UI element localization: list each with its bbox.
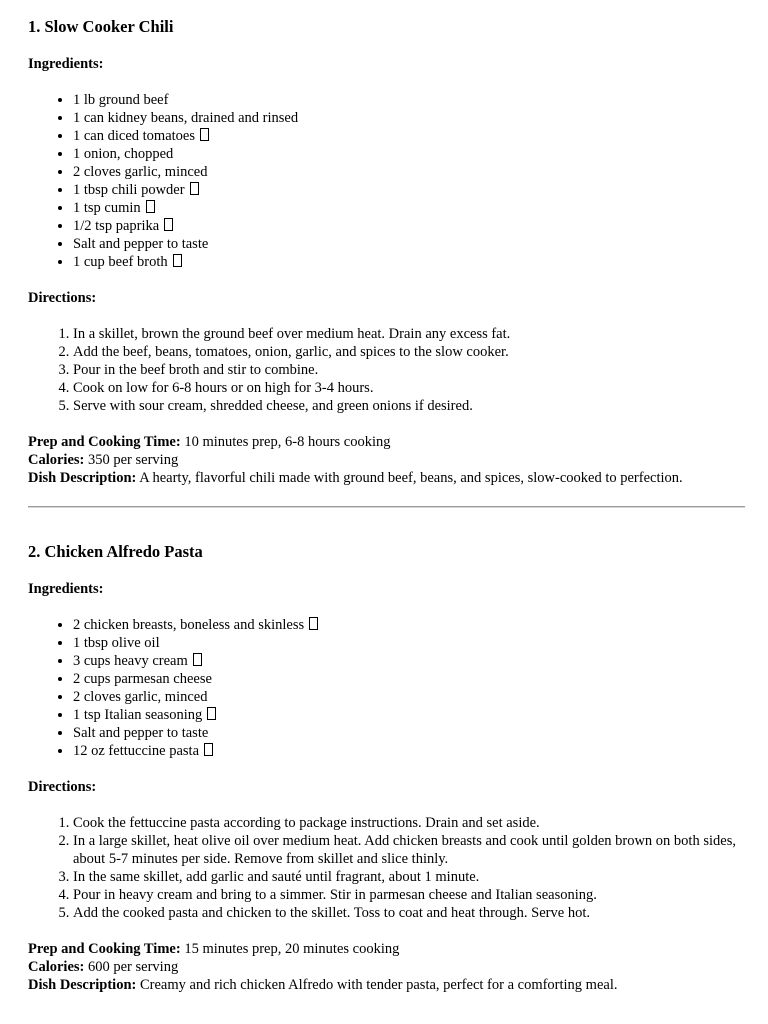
direction-step: 4. Pour in heavy cream and bring to a simmer. Stir in parmesan cheese and Italian seasoning. (73, 886, 745, 904)
prep-time (28, 940, 745, 958)
direction-step: 3. In the same skillet, add garlic and sauté until fragrant, about 1 minute. (73, 868, 745, 886)
dish-description-value: A hearty, flavorful chili made with ground beef, beans, and spices, slow-cooked to perfection. (139, 470, 683, 486)
prep-time-value: 15 minutes prep, 20 minutes cooking (184, 941, 400, 957)
recipe-title: 1. Slow Cooker Chili (28, 17, 174, 36)
ingredients-heading: Ingredients: (28, 581, 104, 597)
dish-description (28, 469, 745, 487)
ingredient-item: • 1 tbsp chili powder (73, 181, 745, 199)
calories-label: Calories: (28, 452, 85, 468)
calories (28, 958, 745, 976)
missing-glyph-icon (207, 707, 216, 720)
ingredient-item: • 1 onion, chopped (73, 145, 745, 163)
direction-step: 1. Cook the fettuccine pasta according to package instructions. Drain and set aside. (73, 814, 745, 832)
recipe-title: 2. Chicken Alfredo Pasta (28, 542, 203, 561)
recipe-divider (28, 506, 745, 508)
ingredient-item: • 1 tbsp olive oil (73, 634, 745, 652)
ingredient-item: • 1/2 tsp paprika (73, 217, 745, 235)
direction-step: 1. In a skillet, brown the ground beef over medium heat. Drain any excess fat. (73, 325, 745, 343)
recipe-section (28, 17, 745, 487)
direction-step: 5. Serve with sour cream, shredded cheese, and green onions if desired. (73, 397, 745, 415)
prep-time-value: 10 minutes prep, 6-8 hours cooking (184, 434, 391, 450)
ingredient-item: • 2 cloves garlic, minced (73, 688, 745, 706)
ingredient-item: • 1 lb ground beef (73, 91, 745, 109)
directions-heading: Directions: (28, 779, 97, 795)
ingredient-item: • 1 can diced tomatoes (73, 127, 745, 145)
dish-description-label: Dish Description: (28, 470, 137, 486)
prep-time-label: Prep and Cooking Time: (28, 941, 181, 957)
directions-list (28, 814, 745, 922)
recipe-section (28, 542, 745, 994)
ingredient-item: • 2 cloves garlic, minced (73, 163, 745, 181)
ingredient-item: • Salt and pepper to taste (73, 724, 745, 742)
ingredients-list (28, 91, 745, 271)
calories (28, 451, 745, 469)
dish-description (28, 976, 745, 994)
ingredient-item: • 1 tsp Italian seasoning (73, 706, 745, 724)
calories-value: 600 per serving (88, 959, 179, 975)
ingredient-item: • Salt and pepper to taste (73, 235, 745, 253)
ingredient-item: • 1 can kidney beans, drained and rinsed (73, 109, 745, 127)
missing-glyph-icon (193, 653, 202, 666)
direction-step: 5. Add the cooked pasta and chicken to the skillet. Toss to coat and heat through. Serve hot. (73, 904, 745, 922)
directions-heading: Directions: (28, 290, 97, 306)
ingredient-item: • 2 chicken breasts, boneless and skinless (73, 616, 745, 634)
dish-description-label: Dish Description: (28, 977, 137, 993)
missing-glyph-icon (190, 182, 199, 195)
ingredients-list (28, 616, 745, 760)
calories-value: 350 per serving (88, 452, 179, 468)
ingredient-item: • 2 cups parmesan cheese (73, 670, 745, 688)
ingredient-item: • 3 cups heavy cream (73, 652, 745, 670)
prep-time (28, 433, 745, 451)
directions-list (28, 325, 745, 415)
ingredient-item: • 1 cup beef broth (73, 253, 745, 271)
direction-step: 3. Pour in the beef broth and stir to combine. (73, 361, 745, 379)
missing-glyph-icon (173, 254, 182, 267)
missing-glyph-icon (204, 743, 213, 756)
direction-step: 2. Add the beef, beans, tomatoes, onion, garlic, and spices to the slow cooker. (73, 343, 745, 361)
prep-time-label: Prep and Cooking Time: (28, 434, 181, 450)
ingredients-heading: Ingredients: (28, 56, 104, 72)
missing-glyph-icon (164, 218, 173, 231)
missing-glyph-icon (146, 200, 155, 213)
direction-step: 4. Cook on low for 6-8 hours or on high for 3-4 hours. (73, 379, 745, 397)
calories-label: Calories: (28, 959, 85, 975)
dish-description-value: Creamy and rich chicken Alfredo with tender pasta, perfect for a comforting meal. (139, 977, 618, 993)
ingredient-item: • 12 oz fettuccine pasta (73, 742, 745, 760)
missing-glyph-icon (200, 128, 209, 141)
direction-step: 2. In a large skillet, heat olive oil over medium heat. Add chicken breasts and cook until golden brown on both sides, about 5-7 minutes per side. Remove from skillet and slice thinly. (73, 832, 745, 868)
ingredient-item: • 1 tsp cumin (73, 199, 745, 217)
missing-glyph-icon (309, 617, 318, 630)
